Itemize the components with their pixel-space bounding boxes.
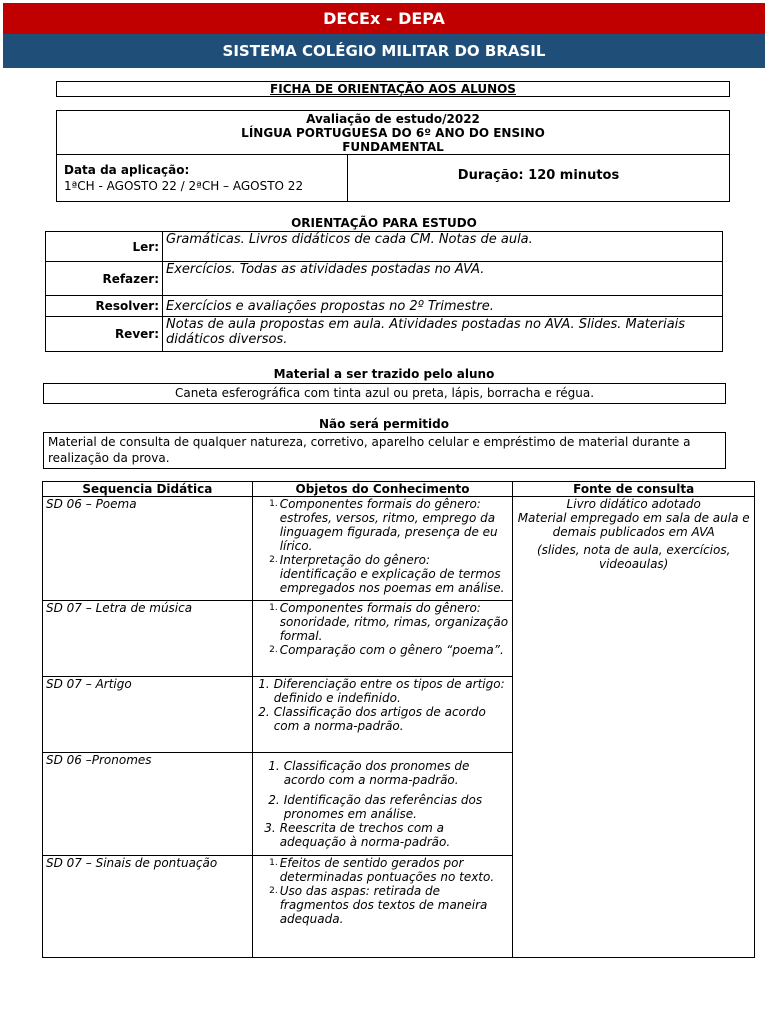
header-sub-title: SISTEMA COLÉGIO MILITAR DO BRASIL <box>222 42 546 60</box>
sd-header-row <box>43 482 755 497</box>
orientation-row-refazer <box>46 262 723 296</box>
evaluation-line2: LÍNGUA PORTUGUESA DO 6º ANO DO ENSINO <box>241 126 545 140</box>
not-allowed-title: Não será permitido <box>319 417 449 431</box>
sd-name: SD 07 – Sinais de pontuação <box>43 856 253 958</box>
fonte-line2: Material empregado em sala de aula e demais publicados em AVA <box>517 511 750 539</box>
sd-table <box>42 481 755 958</box>
orientation-label: Refazer: <box>46 262 163 296</box>
sd-name: SD 06 –Pronomes <box>43 753 253 856</box>
sd-objects <box>252 753 513 856</box>
list-item: 1. Efeitos de sentido gerados por determinadas pontuações no texto. <box>269 856 495 884</box>
material-text: Caneta esferográfica com tinta azul ou preta, lápis, borracha e régua. <box>43 383 726 404</box>
evaluation-heading <box>57 111 729 154</box>
orientation-text: Exercícios e avaliações propostas no 2º Trimestre. <box>163 296 723 317</box>
evaluation-box <box>56 110 730 202</box>
orientation-label: Rever: <box>46 317 163 352</box>
evaluation-line3: FUNDAMENTAL <box>342 140 444 154</box>
date-label: Data da aplicação: <box>64 163 190 177</box>
list-item: 3. Reescrita de trechos com a adequação à norma-padrão. <box>264 821 451 849</box>
sd-header: Fonte de consulta <box>513 482 755 497</box>
sd-name: SD 06 – Poema <box>43 497 253 601</box>
sd-name: SD 07 – Letra de música <box>43 601 253 677</box>
list-item: 2. Uso das aspas: retirada de fragmentos dos textos de maneira adequada. <box>269 884 488 926</box>
sd-header: Sequencia Didática <box>43 482 253 497</box>
duration: Duração: 120 minutos <box>457 168 620 183</box>
sd-objects <box>252 601 513 677</box>
list-item: 1. Classificação dos pronomes de acordo com a norma-padrão. <box>268 759 470 787</box>
sd-name: SD 07 – Artigo <box>43 677 253 753</box>
list-item: 2. Classificação dos artigos de acordo com a norma-padrão. <box>258 705 486 733</box>
orientation-title: ORIENTAÇÃO PARA ESTUDO <box>291 216 477 230</box>
list-item: 1. Diferenciação entre os tipos de artigo: definido e indefinido. <box>258 677 505 705</box>
orientation-text: Gramáticas. Livros didáticos de cada CM. Notas de aula. <box>163 232 723 262</box>
material-title: Material a ser trazido pelo aluno <box>273 367 495 381</box>
list-item: 1. Componentes formais do gênero: sonoridade, ritmo, rimas, organização formal. <box>269 601 509 643</box>
orientation-row-rever <box>46 317 723 352</box>
list-item: 1. Componentes formais do gênero: estrofes, versos, ritmo, emprego da linguagem figurada, presença de eu lírico. <box>269 497 498 553</box>
header-top-title: DECEx - DEPA <box>323 9 445 28</box>
fonte-line3: (slides, nota de aula, exercícios, videoaulas) <box>536 543 731 571</box>
sd-header: Objetos do Conhecimento <box>252 482 513 497</box>
sd-objects <box>252 497 513 601</box>
ficha-title: FICHA DE ORIENTAÇÃO AOS ALUNOS <box>56 81 730 97</box>
orientation-row-resolver <box>46 296 723 317</box>
orientation-text: Exercícios. Todas as atividades postadas no AVA. <box>163 262 723 296</box>
fonte-consulta <box>513 497 755 958</box>
list-item: 2. Identificação das referências dos pronomes em análise. <box>268 793 483 821</box>
header-top-band <box>3 3 765 34</box>
orientation-label: Resolver: <box>46 296 163 317</box>
sd-objects <box>252 856 513 958</box>
list-item: 2. Comparação com o gênero “poema”. <box>269 643 504 657</box>
orientation-row-ler <box>46 232 723 262</box>
evaluation-divider <box>57 154 729 155</box>
evaluation-line1: Avaliação de estudo/2022 <box>306 112 480 126</box>
table-row <box>43 497 755 601</box>
list-item: 2. Interpretação do gênero: identificação e explicação de termos empregados nos poemas em análise. <box>269 553 505 595</box>
not-allowed-text: Material de consulta de qualquer natureza, corretivo, aparelho celular e empréstimo de material durante a realização da prova. <box>43 432 726 469</box>
sd-objects <box>252 677 513 753</box>
orientation-table <box>45 231 723 352</box>
date-block <box>64 162 303 194</box>
date-value: 1ªCH - AGOSTO 22 / 2ªCH – AGOSTO 22 <box>64 179 304 193</box>
orientation-text: Notas de aula propostas em aula. Atividades postadas no AVA. Slides. Materiais didáticos diversos. <box>163 317 723 352</box>
header-sub-band <box>3 34 765 68</box>
fonte-line1: Livro didático adotado <box>566 497 701 511</box>
orientation-label: Ler: <box>46 232 163 262</box>
